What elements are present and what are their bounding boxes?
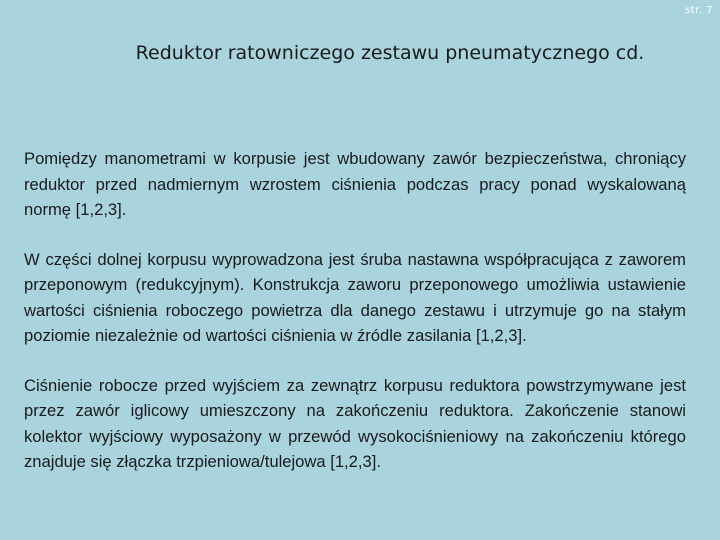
- slide-title: Reduktor ratowniczego zestawu pneumatycznego cd.: [135, 42, 645, 64]
- paragraph-safety-valve: Pomiędzy manometrami w korpusie jest wbudowany zawór bezpieczeństwa, chroniący reduktor przed nadmiernym wzrostem ciśnienia podczas pracy ponad wyskalowaną normę [1,2,3].: [24, 149, 686, 219]
- paragraph-adjusting-screw: W części dolnej korpusu wyprowadzona jest śruba nastawna współpracująca z zaworem przeponowym (redukcyjnym). Konstrukcja zaworu przeponowego umożliwia ustawienie wartości ciśnienia roboczego powietrza dla danego zestawu i utrzymuje go na stałym poziomie niezależnie od wartości ciśnienia w źródle zasilania [1,2,3].: [24, 249, 686, 345]
- slide-body: [24, 146, 686, 475]
- page-number: str. 7: [684, 5, 713, 16]
- paragraph-working-pressure: Ciśnienie robocze przed wyjściem za zewnątrz korpusu reduktora powstrzymywane jest przez zawór iglicowy umieszczony na zakończeniu reduktora. Zakończenie stanowi kolektor wyjściowy wyposażony w przewód wysokociśnieniowy na zakończeniu którego znajduje się złączka trzpieniowa/tulejowa [1,2,3].: [24, 375, 686, 471]
